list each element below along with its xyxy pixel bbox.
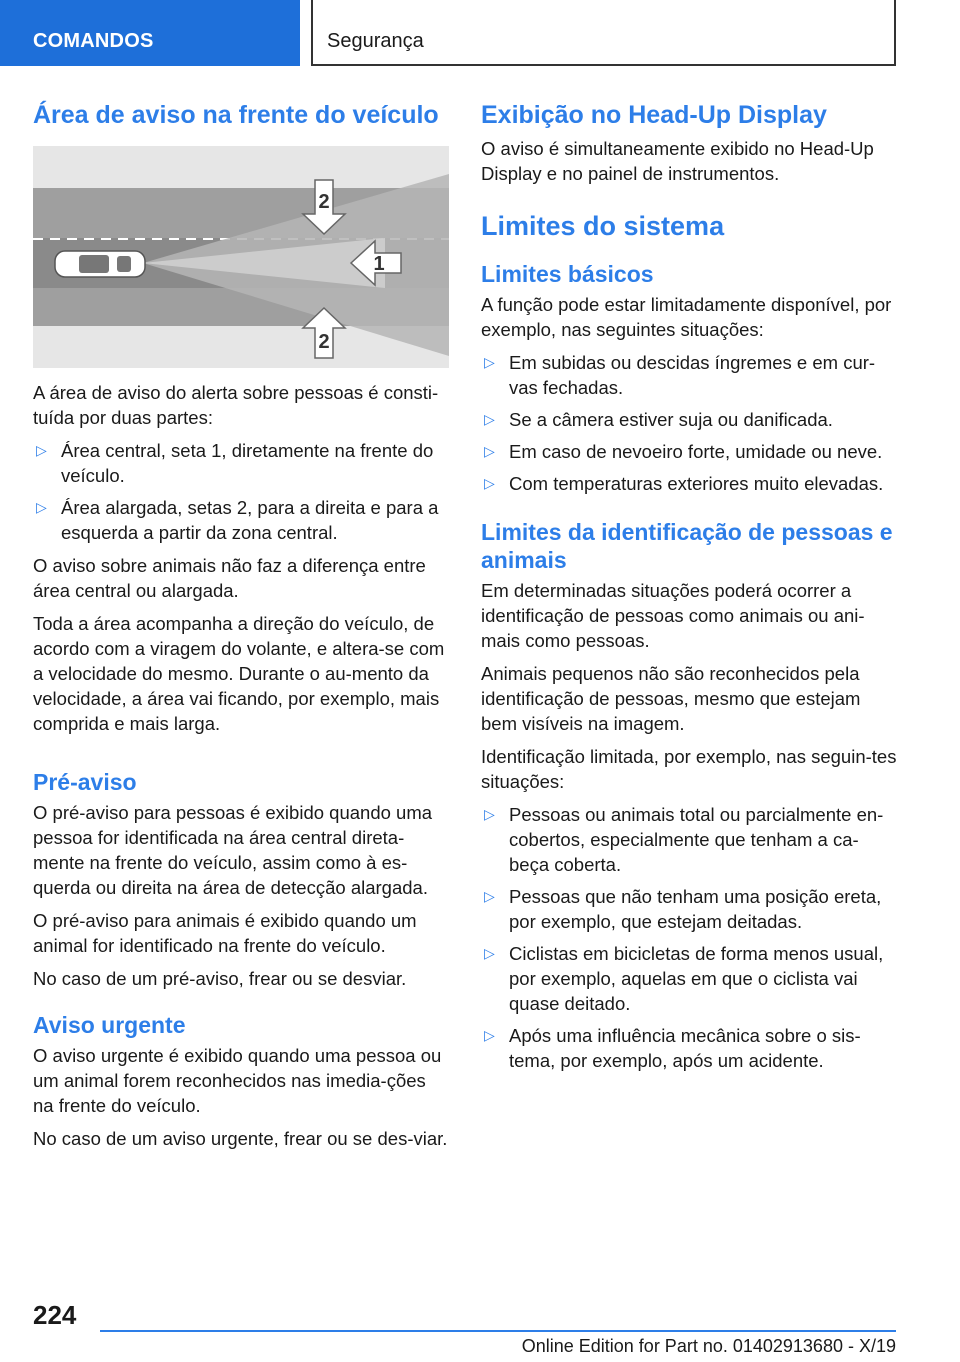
car-icon [55, 251, 145, 277]
paragraph: O pré-aviso para animais é exibido quando um animal for identificado na frente do veículo. [33, 910, 417, 956]
list-item: ▷ Área alargada, setas 2, para a direita e para a esquerda a partir da zona central. [36, 497, 439, 543]
chapter-heading: Limites do sistema [481, 211, 725, 241]
list-item: ▷ Pessoas que não tenham uma posição ereta, por exemplo, que estejam deitadas. [484, 886, 882, 932]
arrow-bottom-label: 2 [318, 331, 330, 353]
paragraph: A área de aviso do alerta sobre pessoas é consti-tuída por duas partes: [33, 382, 439, 428]
bullet-icon: ▷ [484, 806, 495, 822]
paragraph: O aviso é simultaneamente exibido no Head-Up Display e no painel de instrumentos. [481, 138, 874, 184]
chapter-tab: COMANDOS [0, 0, 300, 66]
bullet-icon: ▷ [484, 443, 495, 459]
bullet-icon: ▷ [36, 442, 47, 458]
bullet-icon: ▷ [484, 888, 495, 904]
subsection-heading: Limites da identificação de pessoas e animais [481, 519, 893, 573]
right-column [481, 100, 897, 1073]
bullet-icon: ▷ [484, 1027, 495, 1043]
section-title: Segurança [311, 0, 896, 66]
list-item: ▷ Após uma influência mecânica sobre o sis-tema, por exemplo, após um acidente. [484, 1025, 861, 1071]
paragraph: No caso de um pré-aviso, frear ou se desviar. [33, 968, 407, 989]
bullet-icon: ▷ [484, 411, 495, 427]
paragraph: O pré-aviso para pessoas é exibido quando uma pessoa for identificada na área central direta-mente na frente do veículo, assim como à es-querda ou direita na área de detecção alargada. [33, 802, 433, 898]
list-item: ▷ Ciclistas em bicicletas de forma menos usual, por exemplo, aquelas em que o ciclista vai quase deitado. [484, 943, 884, 1014]
left-column [33, 100, 449, 1151]
bullet-list [33, 438, 449, 545]
list-item: ▷ Em caso de nevoeiro forte, umidade ou neve. [484, 441, 883, 462]
paragraph: Identificação limitada, por exemplo, nas seguin-tes situações: [481, 746, 897, 792]
subsection-heading: Limites básicos [481, 261, 654, 287]
edition-note: Online Edition for Part no. 01402913680 - X/19 [521, 1336, 896, 1356]
list-item: ▷ Área central, seta 1, diretamente na frente do veículo. [36, 440, 434, 486]
bullet-list [481, 350, 897, 496]
list-item: ▷ Pessoas ou animais total ou parcialmente en-cobertos, especialmente que tenham a ca-beça coberta. [484, 804, 884, 875]
paragraph: Toda a área acompanha a direção do veículo, de acordo com a viragem do volante, e altera-se com a velocidade do mesmo. Durante o au-mento da velocidade, a área vai ficando, por exemplo, mais comprida e mais larga. [33, 613, 445, 734]
paragraph: Em determinadas situações poderá ocorrer a identificação de pessoas como animais ou ani-mais como pessoas. [481, 580, 865, 651]
warning-area-diagram [33, 146, 449, 368]
subsection-heading: Aviso urgente [33, 1012, 186, 1038]
bullet-icon: ▷ [484, 354, 495, 370]
page-number: 224 [33, 1300, 77, 1330]
arrow-top-label: 2 [318, 191, 330, 213]
paragraph: O aviso sobre animais não faz a diferença entre área central ou alargada. [33, 555, 426, 601]
list-item: ▷ Se a câmera estiver suja ou danificada. [484, 409, 833, 430]
paragraph: O aviso urgente é exibido quando uma pessoa ou um animal forem reconhecidos nas imedia-ções na frente do veículo. [33, 1045, 442, 1116]
bullet-icon: ▷ [484, 475, 495, 491]
paragraph: Animais pequenos não são reconhecidos pela identificação de pessoas, mesmo que estejam bem visíveis na imagem. [481, 663, 861, 734]
bullet-icon: ▷ [484, 945, 495, 961]
paragraph: No caso de um aviso urgente, frear ou se des-viar. [33, 1128, 448, 1149]
list-item: ▷ Em subidas ou descidas íngremes e em cur-vas fechadas. [484, 352, 876, 398]
arrow-center-label: 1 [373, 253, 385, 275]
footer-divider [100, 1330, 896, 1332]
bullet-list [481, 802, 897, 1073]
bullet-icon: ▷ [36, 499, 47, 515]
subsection-heading: Pré-aviso [33, 769, 137, 795]
section-heading: Exibição no Head-Up Display [481, 101, 827, 129]
list-item: ▷ Com temperaturas exteriores muito elevadas. [484, 473, 884, 494]
section-heading: Área de aviso na frente do veículo [33, 101, 439, 129]
paragraph: A função pode estar limitadamente disponível, por exemplo, nas seguintes situações: [481, 294, 892, 340]
